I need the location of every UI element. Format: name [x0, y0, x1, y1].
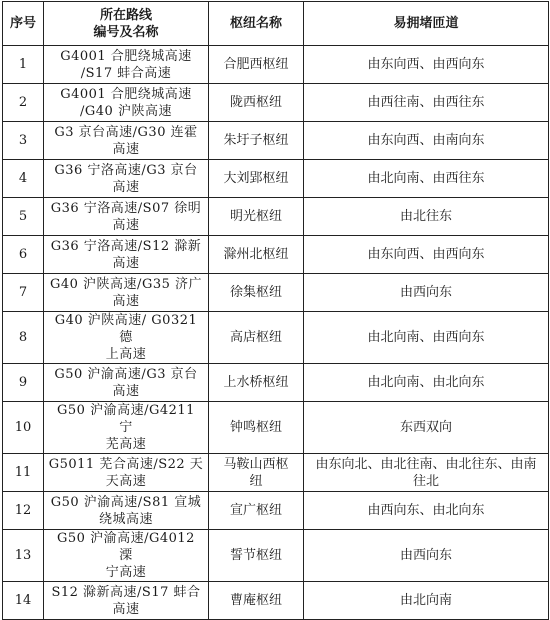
header-road-line1: 所在路线: [99, 7, 152, 23]
row-number: 3: [3, 122, 44, 160]
row-number: 8: [3, 312, 44, 364]
row-number: 13: [3, 530, 44, 582]
direction-text: 由东向西、由西向东: [367, 57, 485, 72]
header-direction: 易拥堵匝道: [304, 2, 549, 46]
route-cell: [44, 454, 209, 492]
row-number: 11: [3, 454, 44, 492]
hub-cell: [209, 364, 304, 402]
route-line1: S12 滁新高速/S17 蚌合: [51, 584, 201, 600]
table-row: [3, 402, 549, 454]
route-line2: 高速: [112, 601, 140, 617]
route-line2: 芜高速: [105, 437, 147, 452]
table-row: [3, 236, 549, 274]
table-row: [3, 84, 549, 122]
table-row: [3, 122, 549, 160]
direction-text: 东西双向: [399, 420, 452, 435]
hub-cell: [209, 492, 304, 530]
direction-text: 由西向东: [399, 548, 452, 563]
route-line1: G5011 芜合高速/S22 天: [48, 456, 204, 472]
hub-cell: [209, 46, 304, 84]
hub-name: 大刘郢枢纽: [223, 171, 289, 186]
hub-cell: [209, 582, 304, 620]
hub-name: 誓节枢纽: [229, 548, 282, 563]
direction-cell: [304, 492, 549, 530]
table-row: [3, 46, 549, 84]
route-line1: G36 宁洛高速/S12 滁新: [50, 238, 202, 254]
hub-name: 马鞍山西枢: [223, 456, 289, 472]
header-no: 序号: [3, 2, 44, 46]
direction-cell: [304, 46, 549, 84]
route-line1: G50 沪渝高速/G4211 宁: [57, 403, 195, 435]
row-number: 7: [3, 274, 44, 312]
route-line2: 高速: [112, 255, 140, 271]
direction-cell: [304, 530, 549, 582]
hub-name: 宣广枢纽: [229, 503, 282, 518]
route-cell: [44, 492, 209, 530]
row-number: 9: [3, 364, 44, 402]
hub-name: 曹庵枢纽: [229, 593, 282, 608]
header-road: [44, 2, 209, 46]
direction-cell: [304, 198, 549, 236]
direction-text: 由东向北、由北往南、由北往东、由南: [315, 456, 537, 472]
direction-text: 由西向东: [399, 285, 452, 300]
hub-cell: [209, 312, 304, 364]
route-line1: G50 沪渝高速/G3 京台: [54, 366, 198, 382]
hub-name: 合肥西枢纽: [223, 57, 289, 72]
direction-text: 由北向南、由西往东: [367, 171, 485, 186]
direction-text: 由北向南: [399, 593, 452, 608]
route-cell: [44, 160, 209, 198]
direction-cell: [304, 84, 549, 122]
header-hub: 枢纽名称: [209, 2, 304, 46]
direction-cell: [304, 312, 549, 364]
hub-name: 钟鸣枢纽: [229, 420, 282, 435]
hub-name: 明光枢纽: [229, 209, 282, 224]
route-cell: [44, 46, 209, 84]
row-number: 2: [3, 84, 44, 122]
table-body: [3, 46, 549, 620]
hub-cell: [209, 274, 304, 312]
hub-name: 上水桥枢纽: [223, 375, 289, 390]
route-cell: [44, 84, 209, 122]
table-row: [3, 364, 549, 402]
row-number: 5: [3, 198, 44, 236]
route-line2: 高速: [112, 293, 140, 309]
route-cell: [44, 312, 209, 364]
direction-cell: [304, 364, 549, 402]
direction-text: 由西向东、由北向东: [367, 503, 485, 518]
congestion-ramp-table: [2, 1, 549, 620]
header-row: [3, 2, 549, 46]
route-cell: [44, 582, 209, 620]
route-line2: 天高速: [105, 473, 147, 489]
route-line2: 绕城高速: [98, 511, 153, 527]
direction-cell: [304, 122, 549, 160]
route-cell: [44, 122, 209, 160]
direction-cell: [304, 582, 549, 620]
route-line2: 宁高速: [105, 565, 147, 580]
table-row: [3, 582, 549, 620]
row-number: 10: [3, 402, 44, 454]
direction-text: 由北往东: [399, 209, 452, 224]
route-line1: G36 宁洛高速/S07 徐明: [50, 200, 202, 216]
hub-cell: [209, 84, 304, 122]
row-number: 12: [3, 492, 44, 530]
route-cell: [44, 236, 209, 274]
hub-cell: [209, 236, 304, 274]
route-cell: [44, 198, 209, 236]
row-number: 1: [3, 46, 44, 84]
route-cell: [44, 530, 209, 582]
route-line1: G50 沪渝高速/G4012 溧: [57, 531, 195, 563]
hub-cell: [209, 454, 304, 492]
route-line1: G36 宁洛高速/G3 京台: [54, 162, 198, 178]
row-number: 6: [3, 236, 44, 274]
table-row: [3, 454, 549, 492]
table-row: [3, 198, 549, 236]
table-row: [3, 492, 549, 530]
table-row: [3, 274, 549, 312]
route-line1: G40 沪陕高速/ G0321 德: [54, 313, 198, 345]
hub-name: 滁州北枢纽: [223, 247, 289, 262]
route-cell: [44, 274, 209, 312]
direction-cell: [304, 160, 549, 198]
direction-cell: [304, 454, 549, 492]
direction-text: 由东向西、由南向东: [367, 133, 485, 148]
hub-name: 徐集枢纽: [229, 285, 282, 300]
direction-text: 由北向南、由北向东: [367, 375, 485, 390]
route-line2: /S17 蚌合高速: [80, 65, 172, 81]
route-line2: 高速: [112, 179, 140, 195]
direction-text: 由东向西、由西向东: [367, 247, 485, 262]
route-line1: G50 沪渝高速/S81 宣城: [50, 494, 202, 510]
route-cell: [44, 402, 209, 454]
route-line2: 高速: [112, 383, 140, 399]
hub-cell: [209, 530, 304, 582]
route-line1: G4001 合肥绕城高速: [60, 48, 192, 64]
table-row: [3, 312, 549, 364]
route-line2: 高速: [112, 217, 140, 233]
route-line2: 高速: [112, 141, 140, 157]
direction-cell: [304, 274, 549, 312]
header-road-line2: 编号及名称: [93, 24, 159, 40]
route-line2: /G40 沪陕高速: [80, 103, 172, 119]
hub-name: 陇西枢纽: [229, 95, 282, 110]
hub-name-line2: 纽: [249, 473, 263, 489]
route-line2: 上高速: [105, 347, 147, 362]
hub-cell: [209, 122, 304, 160]
hub-cell: [209, 402, 304, 454]
hub-name: 朱圩子枢纽: [223, 133, 289, 148]
route-cell: [44, 364, 209, 402]
direction-text: 由北向南、由西向东: [367, 330, 485, 345]
hub-cell: [209, 160, 304, 198]
route-line1: G4001 合肥绕城高速: [60, 86, 192, 102]
row-number: 4: [3, 160, 44, 198]
hub-cell: [209, 198, 304, 236]
direction-text-line2: 往北: [412, 473, 439, 489]
direction-cell: [304, 236, 549, 274]
route-line1: G3 京台高速/G30 连霍: [54, 124, 198, 140]
row-number: 14: [3, 582, 44, 620]
route-line1: G40 沪陕高速/G35 济广: [50, 276, 202, 292]
hub-name: 高店枢纽: [229, 330, 282, 345]
table-row: [3, 530, 549, 582]
table-row: [3, 160, 549, 198]
table-header: [3, 2, 549, 46]
direction-text: 由西往南、由西往东: [367, 95, 485, 110]
direction-cell: [304, 402, 549, 454]
